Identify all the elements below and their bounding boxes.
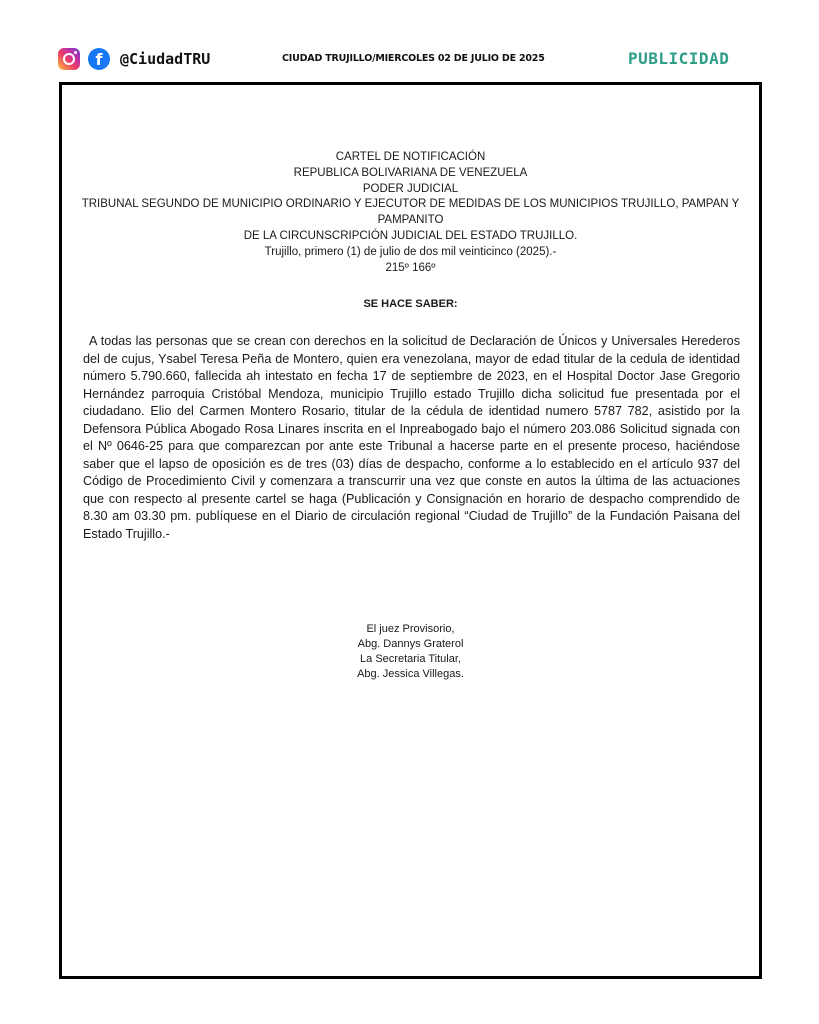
header-line: Trujillo, primero (1) de julio de dos mil veinticinco (2025).- — [264, 245, 557, 258]
social-handle: @CiudadTRU — [120, 50, 211, 68]
signature-line: El juez Provisorio, — [366, 623, 455, 635]
social-links — [58, 48, 210, 70]
notice-body: A todas las personas que se crean con derechos en la solicitud de Declaración de Únicos y Universales Herederos del de cujus, Ysabel Teresa Peña de Montero, quien era venezolana, mayor de edad titular de la cedula de identidad número 5.790.660, fallecida ah intestato en fecha 17 de septiembre de 2023, en el Hospital Doctor Jase Gregorio Hernández parroquia Cristóbal Mendoza, municipio Trujillo estado Trujillo dicha solicitud fue presentada por el ciudadano. Elio del Carmen Montero Rosario, titular de la cédula de identidad numero 5787 782, asistido por la Defensora Pública Abogado Rosa Linares inscrita en el Inpreabogado bajo el número 203.086 Solicitud signada con el Nº 0646-25 para que comparezcan por ante este Tribunal a hacerse parte en el presente proceso, haciéndose saber que el lapso de oposición es de tres (03) días de despacho, conforme a lo establecido en el artículo 937 del Código de Procedimiento Civil y comenzara a transcurrir una vez que conste en autos la última de las actuaciones que con respecto al presente cartel se haga (Publicación y Consignación en horario de despacho comprendido de 8.30 am 03.30 pm. publíquese en el Diario de circulación regional “Ciudad de Trujillo” de la Fundación Paisana del Estado Trujillo.- — [83, 334, 740, 541]
instagram-icon[interactable] — [58, 48, 80, 70]
header-line: CARTEL DE NOTIFICACIÓN — [335, 151, 486, 163]
signature-line: Abg. Dannys Graterol — [357, 638, 464, 650]
notice-header — [80, 150, 741, 276]
signature-line: La Secretaria Titular, — [360, 653, 461, 665]
signature-line: Abg. Jessica Villegas. — [357, 668, 464, 680]
header-line: DE LA CIRCUNSCRIPCIÓN JUDICIAL DEL ESTADO TRUJILLO. — [243, 229, 578, 242]
signature-block — [62, 622, 759, 682]
header-line: TRIBUNAL SEGUNDO DE MUNICIPIO ORDINARIO Y EJECUTOR DE MEDIDAS DE LOS MUNICIPIOS TRUJILLO, PAMPAN Y — [81, 198, 740, 211]
notice-frame — [59, 82, 762, 979]
header-line: PAMPANITO — [377, 214, 444, 227]
edition-dateline: CIUDAD TRUJILLO/MIERCOLES 02 DE JULIO DE 2025 — [282, 53, 545, 64]
notice-heading: SE HACE SABER: — [363, 298, 458, 310]
facebook-icon[interactable]: f — [88, 48, 110, 70]
header-line: 215º 166º — [385, 261, 436, 274]
header-line: REPUBLICA BOLIVARIANA DE VENEZUELA — [293, 166, 528, 179]
header-line: PODER JUDICIAL — [362, 182, 459, 195]
section-label: PUBLICIDAD — [628, 49, 730, 68]
